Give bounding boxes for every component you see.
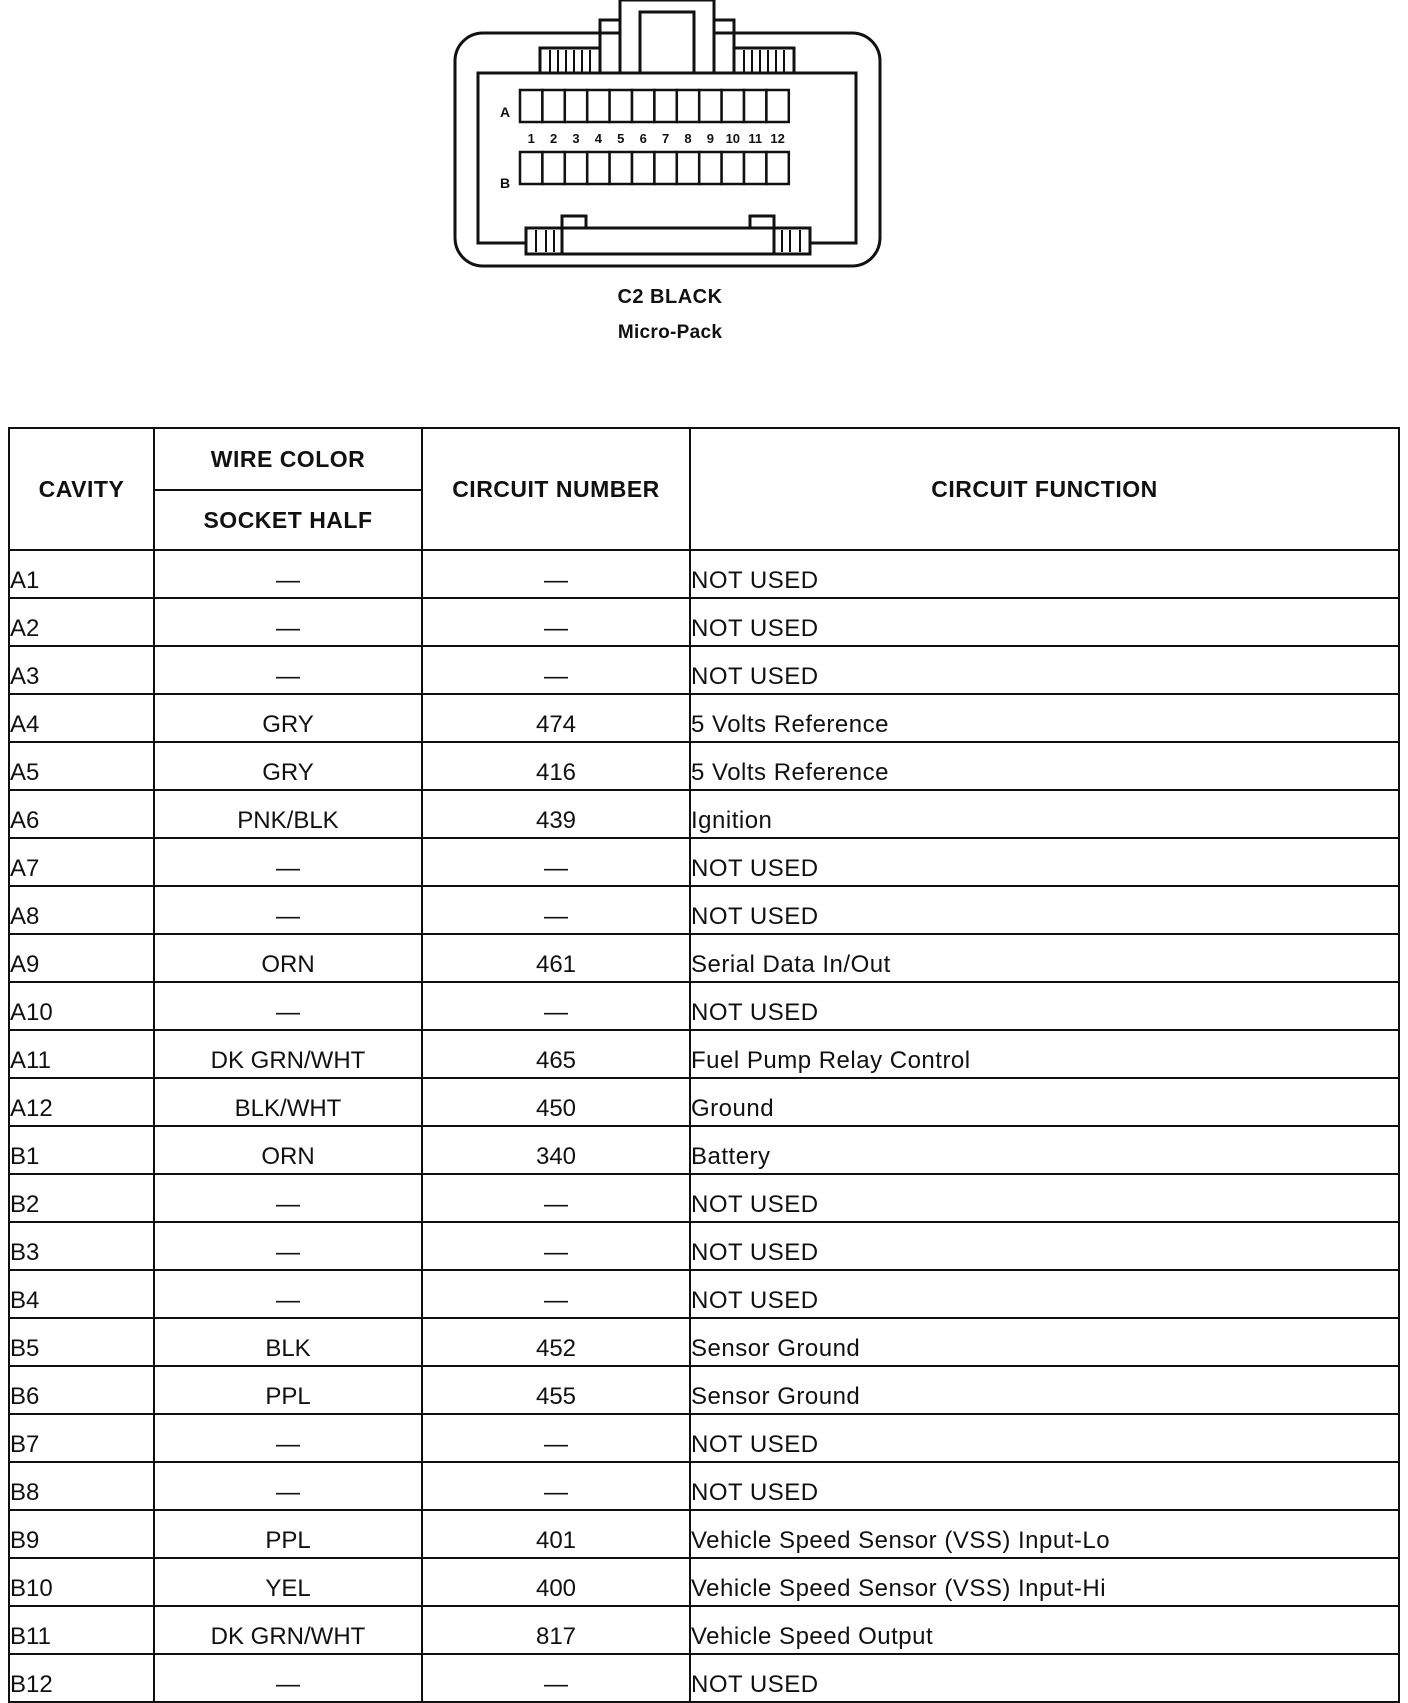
cell-circuit-number: 416 bbox=[422, 742, 690, 790]
cell-wire-color: — bbox=[154, 598, 422, 646]
cell-circuit-function: Vehicle Speed Output bbox=[690, 1606, 1399, 1654]
cell-cavity: B8 bbox=[9, 1462, 154, 1510]
cavity-row-a bbox=[520, 90, 789, 122]
table-row bbox=[9, 886, 1399, 934]
cell-circuit-function: NOT USED bbox=[690, 1462, 1399, 1510]
cavity-slot bbox=[542, 152, 564, 184]
cell-cavity: A4 bbox=[9, 694, 154, 742]
cell-circuit-function: NOT USED bbox=[690, 550, 1399, 598]
cell-cavity: B10 bbox=[9, 1558, 154, 1606]
cell-wire-color: — bbox=[154, 838, 422, 886]
cell-circuit-number: 401 bbox=[422, 1510, 690, 1558]
cavity-slot bbox=[677, 152, 699, 184]
cell-circuit-function: Fuel Pump Relay Control bbox=[690, 1030, 1399, 1078]
cell-wire-color: — bbox=[154, 1414, 422, 1462]
row-a-label: A bbox=[500, 104, 511, 120]
cell-wire-color: — bbox=[154, 886, 422, 934]
cell-wire-color: — bbox=[154, 1174, 422, 1222]
cell-wire-color: BLK/WHT bbox=[154, 1078, 422, 1126]
table-row bbox=[9, 1654, 1399, 1702]
cell-wire-color: — bbox=[154, 982, 422, 1030]
cell-wire-color: YEL bbox=[154, 1558, 422, 1606]
cavity-slot bbox=[587, 90, 609, 122]
cell-wire-color: PNK/BLK bbox=[154, 790, 422, 838]
table-row bbox=[9, 550, 1399, 598]
cell-cavity: B7 bbox=[9, 1414, 154, 1462]
cell-circuit-number: 455 bbox=[422, 1366, 690, 1414]
pinout-table bbox=[8, 427, 1400, 1703]
cavity-slot bbox=[565, 90, 587, 122]
cell-circuit-function: NOT USED bbox=[690, 646, 1399, 694]
cell-circuit-number: — bbox=[422, 646, 690, 694]
cell-wire-color: — bbox=[154, 646, 422, 694]
cell-circuit-function: 5 Volts Reference bbox=[690, 694, 1399, 742]
connector-diagram bbox=[440, 0, 900, 275]
cell-cavity: B2 bbox=[9, 1174, 154, 1222]
table-row bbox=[9, 790, 1399, 838]
cell-circuit-number: 340 bbox=[422, 1126, 690, 1174]
cell-circuit-number: 465 bbox=[422, 1030, 690, 1078]
cell-wire-color: GRY bbox=[154, 694, 422, 742]
table-row bbox=[9, 646, 1399, 694]
cell-circuit-number: — bbox=[422, 1270, 690, 1318]
cell-circuit-function: Sensor Ground bbox=[690, 1318, 1399, 1366]
cavity-slot bbox=[654, 90, 676, 122]
cavity-slot bbox=[654, 152, 676, 184]
cell-cavity: A12 bbox=[9, 1078, 154, 1126]
cell-circuit-function: NOT USED bbox=[690, 1174, 1399, 1222]
cell-circuit-number: 817 bbox=[422, 1606, 690, 1654]
cell-cavity: B5 bbox=[9, 1318, 154, 1366]
cell-cavity: A2 bbox=[9, 598, 154, 646]
table-row bbox=[9, 694, 1399, 742]
cavity-slot bbox=[587, 152, 609, 184]
cell-wire-color: — bbox=[154, 1222, 422, 1270]
table-row bbox=[9, 1606, 1399, 1654]
cavity-slot bbox=[722, 90, 744, 122]
cell-circuit-number: — bbox=[422, 1462, 690, 1510]
cell-cavity: B12 bbox=[9, 1654, 154, 1702]
cell-cavity: B1 bbox=[9, 1126, 154, 1174]
cell-circuit-function: Battery bbox=[690, 1126, 1399, 1174]
cavity-slot bbox=[565, 152, 587, 184]
cell-wire-color: — bbox=[154, 1462, 422, 1510]
cavity-slot bbox=[766, 90, 788, 122]
cell-cavity: A8 bbox=[9, 886, 154, 934]
cell-circuit-function: NOT USED bbox=[690, 1270, 1399, 1318]
connector-type: Micro-Pack bbox=[617, 322, 723, 343]
cavity-slot bbox=[632, 152, 654, 184]
pin-number: 9 bbox=[706, 131, 715, 146]
cell-wire-color: ORN bbox=[154, 934, 422, 982]
cell-circuit-number: 450 bbox=[422, 1078, 690, 1126]
cell-circuit-number: — bbox=[422, 1174, 690, 1222]
cell-wire-color: — bbox=[154, 1270, 422, 1318]
cell-circuit-number: 452 bbox=[422, 1318, 690, 1366]
pin-number: 1 bbox=[527, 131, 535, 146]
table-row bbox=[9, 1270, 1399, 1318]
header-circuit-function: CIRCUIT FUNCTION bbox=[690, 428, 1399, 550]
table-row bbox=[9, 1510, 1399, 1558]
cell-circuit-number: — bbox=[422, 550, 690, 598]
cell-circuit-number: — bbox=[422, 982, 690, 1030]
cell-circuit-function: 5 Volts Reference bbox=[690, 742, 1399, 790]
cavity-slot bbox=[542, 90, 564, 122]
cavity-slot bbox=[699, 152, 721, 184]
pin-number: 7 bbox=[661, 131, 670, 146]
cell-circuit-function: NOT USED bbox=[690, 838, 1399, 886]
cell-cavity: A1 bbox=[9, 550, 154, 598]
cell-wire-color: DK GRN/WHT bbox=[154, 1030, 422, 1078]
table-row bbox=[9, 1318, 1399, 1366]
cell-cavity: B9 bbox=[9, 1510, 154, 1558]
cell-cavity: A10 bbox=[9, 982, 154, 1030]
cell-circuit-function: NOT USED bbox=[690, 1654, 1399, 1702]
table-row bbox=[9, 1558, 1399, 1606]
cell-wire-color: PPL bbox=[154, 1366, 422, 1414]
cell-circuit-function: NOT USED bbox=[690, 886, 1399, 934]
header-wire-color: WIRE COLOR bbox=[154, 428, 422, 490]
table-row bbox=[9, 982, 1399, 1030]
cell-cavity: A9 bbox=[9, 934, 154, 982]
cell-wire-color: BLK bbox=[154, 1318, 422, 1366]
table-row bbox=[9, 1222, 1399, 1270]
cell-wire-color: — bbox=[154, 550, 422, 598]
table-row bbox=[9, 838, 1399, 886]
cell-circuit-function: Vehicle Speed Sensor (VSS) Input-Lo bbox=[690, 1510, 1399, 1558]
table-row bbox=[9, 1462, 1399, 1510]
header-socket-half: SOCKET HALF bbox=[154, 490, 422, 550]
cavity-slot bbox=[699, 90, 721, 122]
cavity-row-b bbox=[520, 152, 789, 184]
cell-cavity: A3 bbox=[9, 646, 154, 694]
cell-circuit-number: 461 bbox=[422, 934, 690, 982]
pin-number: 6 bbox=[639, 131, 647, 146]
cavity-slot bbox=[677, 90, 699, 122]
cell-cavity: B4 bbox=[9, 1270, 154, 1318]
cavity-slot bbox=[766, 152, 788, 184]
table-row bbox=[9, 1078, 1399, 1126]
cell-circuit-function: Serial Data In/Out bbox=[690, 934, 1399, 982]
cell-circuit-function: Vehicle Speed Sensor (VSS) Input-Hi bbox=[690, 1558, 1399, 1606]
cell-circuit-number: — bbox=[422, 1222, 690, 1270]
cell-circuit-number: — bbox=[422, 598, 690, 646]
pin-number: 2 bbox=[549, 131, 558, 146]
cell-cavity: A5 bbox=[9, 742, 154, 790]
pin-number: 4 bbox=[594, 131, 603, 146]
connector-name: C2 BLACK bbox=[617, 286, 723, 308]
cell-circuit-function: NOT USED bbox=[690, 982, 1399, 1030]
cell-circuit-number: — bbox=[422, 886, 690, 934]
cavity-slot bbox=[632, 90, 654, 122]
cell-circuit-number: 400 bbox=[422, 1558, 690, 1606]
cavity-slot bbox=[520, 152, 542, 184]
cell-wire-color: PPL bbox=[154, 1510, 422, 1558]
cell-circuit-function: Sensor Ground bbox=[690, 1366, 1399, 1414]
table-row bbox=[9, 1414, 1399, 1462]
cell-circuit-function: Ignition bbox=[690, 790, 1399, 838]
cell-cavity: B6 bbox=[9, 1366, 154, 1414]
cell-wire-color: ORN bbox=[154, 1126, 422, 1174]
header-cavity: CAVITY bbox=[9, 428, 154, 550]
cell-circuit-function: NOT USED bbox=[690, 1414, 1399, 1462]
pin-number: 3 bbox=[572, 131, 580, 146]
cavity-slot bbox=[610, 152, 632, 184]
cell-cavity: A7 bbox=[9, 838, 154, 886]
cell-circuit-function: NOT USED bbox=[690, 598, 1399, 646]
cell-circuit-function: NOT USED bbox=[690, 1222, 1399, 1270]
cell-wire-color: DK GRN/WHT bbox=[154, 1606, 422, 1654]
cavity-slot bbox=[744, 90, 766, 122]
cavity-slot bbox=[610, 90, 632, 122]
cell-circuit-number: 474 bbox=[422, 694, 690, 742]
cell-wire-color: — bbox=[154, 1654, 422, 1702]
table-row bbox=[9, 598, 1399, 646]
cavity-slot bbox=[520, 90, 542, 122]
table-row bbox=[9, 1030, 1399, 1078]
cell-cavity: A11 bbox=[9, 1030, 154, 1078]
pinout-rows bbox=[9, 550, 1399, 1702]
row-b-label: B bbox=[500, 175, 511, 191]
table-row bbox=[9, 934, 1399, 982]
table-row bbox=[9, 742, 1399, 790]
cell-cavity: B11 bbox=[9, 1606, 154, 1654]
table-row bbox=[9, 1366, 1399, 1414]
cell-cavity: A6 bbox=[9, 790, 154, 838]
pin-number: 8 bbox=[684, 131, 692, 146]
pin-number: 11 bbox=[748, 131, 763, 146]
table-row bbox=[9, 1126, 1399, 1174]
header-circuit-number: CIRCUIT NUMBER bbox=[422, 428, 690, 550]
cavity-slot bbox=[722, 152, 744, 184]
cavity-slot bbox=[744, 152, 766, 184]
cell-circuit-function: Ground bbox=[690, 1078, 1399, 1126]
cell-wire-color: GRY bbox=[154, 742, 422, 790]
pin-number: 12 bbox=[770, 131, 785, 146]
pin-number: 10 bbox=[725, 131, 741, 146]
cell-circuit-number: — bbox=[422, 838, 690, 886]
table-row bbox=[9, 1174, 1399, 1222]
pin-number: 5 bbox=[617, 131, 625, 146]
cell-circuit-number: — bbox=[422, 1654, 690, 1702]
cell-cavity: B3 bbox=[9, 1222, 154, 1270]
cell-circuit-number: 439 bbox=[422, 790, 690, 838]
cell-circuit-number: — bbox=[422, 1414, 690, 1462]
